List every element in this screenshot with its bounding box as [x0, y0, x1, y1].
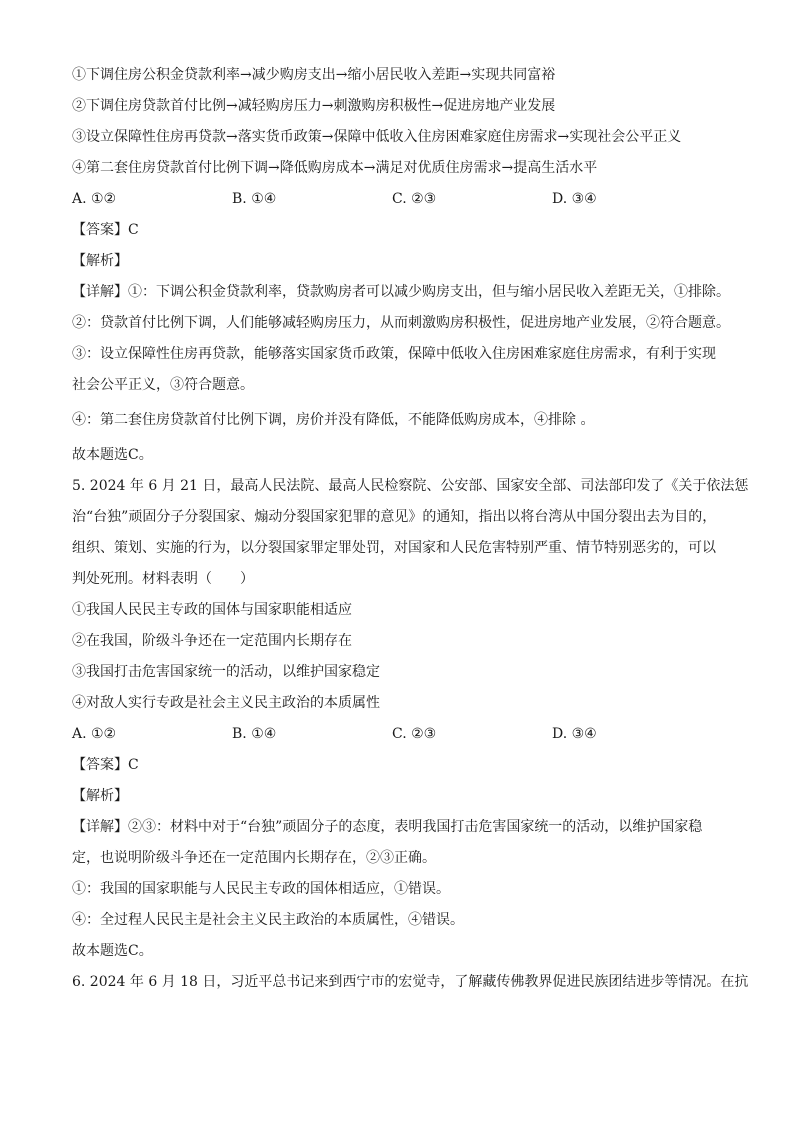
q5-stem-3: 组织、策划、实施的行为，以分裂国家罪定罪处罚，对国家和人民危害特别严重、情节特别恶劣的，可以: [72, 540, 716, 556]
q4-item-4: ④第二套住房贷款首付比例下调→降低购房成本→满足对优质住房需求→提高生活水平: [72, 160, 598, 176]
q4-option-a: A. ①②: [72, 191, 117, 207]
q4-item-2: ②下调住房贷款首付比例→减轻购房压力→刺激购房积极性→促进房地产业发展: [72, 98, 556, 114]
q4-explanation-4: 社会公平正义，③符合题意。: [72, 377, 254, 393]
q5-options: [72, 719, 732, 750]
q5-option-d: D. ③④: [552, 726, 597, 742]
q4-explanation-2: ②：贷款首付比例下调，人们能够减轻购房压力，从而刺激购房积极性，促进房地产业发展，②符合题意。: [72, 315, 730, 331]
q5-answer: 【答案】C: [72, 757, 139, 773]
q5-stem-4: 判处死刑。材料表明（ ）: [72, 571, 254, 587]
q4-item-1: ①下调住房公积金贷款利率→减少购房支出→缩小居民收入差距→实现共同富裕: [72, 67, 556, 83]
q5-analysis-label: 【解析】: [72, 788, 128, 804]
q5-explanation-3: ①：我国的国家职能与人民民主专政的国体相适应，①错误。: [72, 881, 450, 897]
q4-answer: 【答案】C: [72, 222, 139, 238]
q4-options: [72, 184, 732, 215]
q5-item-4: ④对敌人实行专政是社会主义民主政治的本质属性: [72, 695, 380, 711]
q5-option-c: C. ②③: [392, 726, 437, 742]
q4-conclusion: 故本题选C。: [72, 447, 153, 463]
q5-item-2: ②在我国，阶级斗争还在一定范围内长期存在: [72, 633, 352, 649]
q4-option-b: B. ①④: [232, 191, 277, 207]
q5-stem-2: 治“台独”顽固分子分裂国家、煽动分裂国家犯罪的意见》的通知，指出以将台湾从中国分裂出去为目的，: [72, 509, 717, 525]
q4-explanation-5: ④：第二套住房贷款首付比例下调，房价并没有降低，不能降低购房成本，④排除 。: [72, 412, 595, 428]
q5-explanation-1: 【详解】②③：材料中对于“台独”顽固分子的态度，表明我国打击危害国家统一的活动，以维护国家稳: [72, 819, 703, 835]
q5-item-1: ①我国人民民主专政的国体与国家职能相适应: [72, 602, 352, 618]
q5-explanation-4: ④：全过程人民民主是社会主义民主政治的本质属性，④错误。: [72, 912, 464, 928]
q4-option-c: C. ②③: [392, 191, 437, 207]
q5-conclusion: 故本题选C。: [72, 943, 153, 959]
q6-stem-1: 6. 2024 年 6 月 18 日，习近平总书记来到西宁市的宏觉寺，了解藏传佛教界促进民族团结进步等情况。在抗: [72, 974, 749, 990]
q5-stem-1: 5. 2024 年 6 月 21 日，最高人民法院、最高人民检察院、公安部、国家安全部、司法部印发了《关于依法惩: [72, 478, 749, 494]
q5-option-b: B. ①④: [232, 726, 277, 742]
q5-option-a: A. ①②: [72, 726, 117, 742]
q5-explanation-2: 定，也说明阶级斗争还在一定范围内长期存在，②③正确。: [72, 850, 436, 866]
document-page: [72, 60, 749, 998]
q4-explanation-3: ③：设立保障性住房再贷款，能够落实国家货币政策，保障中低收入住房困难家庭住房需求，有利于实现: [72, 346, 716, 362]
q4-analysis-label: 【解析】: [72, 253, 128, 269]
q4-explanation-1: 【详解】①：下调公积金贷款利率，贷款购房者可以减少购房支出，但与缩小居民收入差距无关，①排除。: [72, 284, 730, 300]
q5-item-3: ③我国打击危害国家统一的活动，以维护国家稳定: [72, 664, 380, 680]
q4-item-3: ③设立保障性住房再贷款→落实货币政策→保障中低收入住房困难家庭住房需求→实现社会公平正义: [72, 129, 682, 145]
q4-option-d: D. ③④: [552, 191, 597, 207]
